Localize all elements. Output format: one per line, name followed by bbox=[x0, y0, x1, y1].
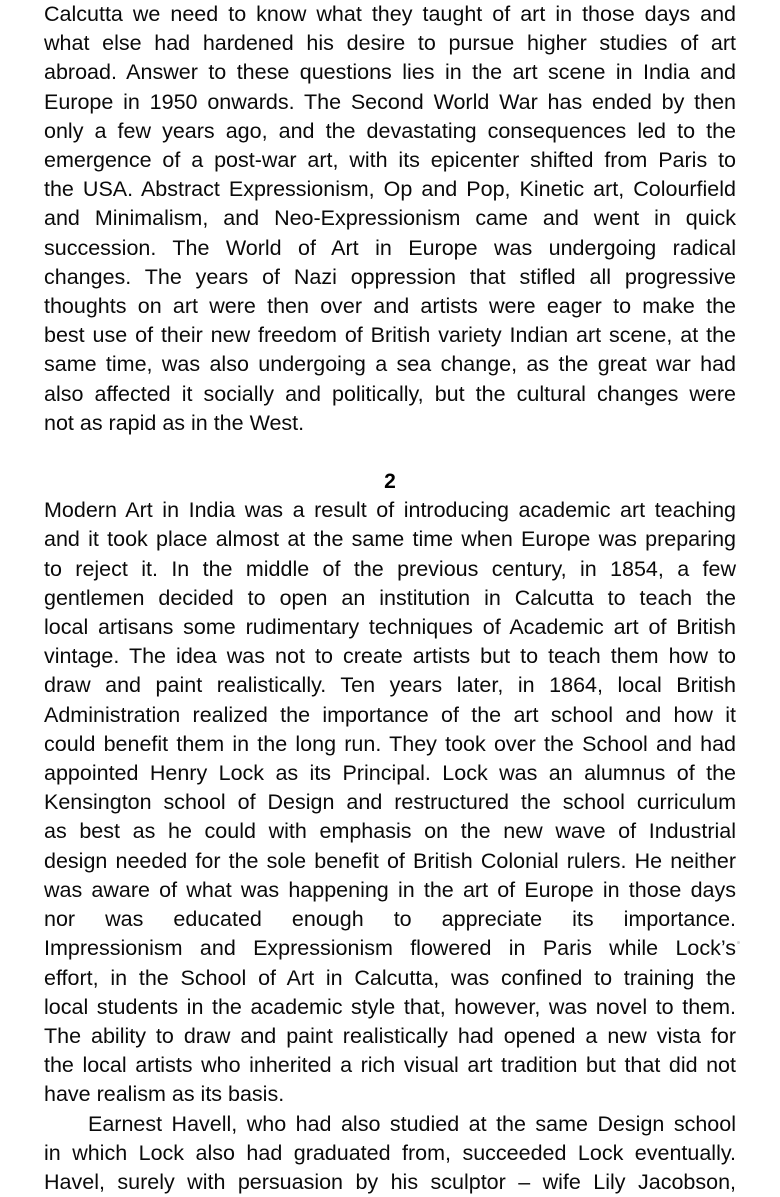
text-line: Kensington school of Design and restructured the school curriculum bbox=[44, 790, 736, 815]
text-line: local students in the academic style that, however, was novel to them. bbox=[44, 994, 736, 1019]
text-line: best use of their new freedom of British variety Indian art scene, at the bbox=[44, 323, 736, 348]
text-line: Earnest Havell, who had also studied at the same Design school bbox=[88, 1111, 736, 1136]
text-line: Administration realized the importance of the art school and how it bbox=[44, 702, 736, 727]
text-line: nor was educated enough to appreciate its importance. bbox=[44, 907, 736, 932]
text-line: design needed for the sole benefit of British Colonial rulers. He neither bbox=[44, 848, 736, 873]
text-line: was aware of what was happening in the art of Europe in those days bbox=[44, 877, 736, 902]
text-line: could benefit them in the long run. They took over the School and had bbox=[44, 731, 736, 756]
text-line: to reject it. In the middle of the previous century, in 1854, a few bbox=[44, 556, 736, 581]
text-line: Europe in 1950 onwards. The Second World War has ended by then bbox=[44, 89, 736, 114]
text-line: Modern Art in India was a result of introducing academic art teaching bbox=[44, 498, 736, 523]
spacer bbox=[44, 438, 736, 467]
text-line: abroad. Answer to these questions lies in the art scene in India and bbox=[44, 60, 736, 85]
text-line: Havel, surely with persuasion by his sculptor – wife Lily Jacobson, bbox=[44, 1169, 736, 1194]
text-line: what else had hardened his desire to pursue higher studies of art bbox=[44, 31, 736, 56]
text-line: appointed Henry Lock as its Principal. Lock was an alumnus of the bbox=[44, 761, 736, 786]
text-line: also affected it socially and politically, but the cultural changes were bbox=[44, 381, 736, 406]
text-line: and it took place almost at the same time when Europe was preparing bbox=[44, 527, 736, 552]
text-line: local artisans some rudimentary techniques of Academic art of British bbox=[44, 615, 736, 640]
text-line: Calcutta we need to know what they taught of art in those days and bbox=[44, 2, 736, 26]
text-line: the local artists who inherited a rich visual art tradition but that did not bbox=[44, 1053, 736, 1078]
text-column bbox=[44, 0, 736, 1197]
text-line: The ability to draw and paint realistically had opened a new vista for bbox=[44, 1023, 736, 1048]
text-line: as best as he could with emphasis on the new wave of Industrial bbox=[44, 819, 736, 844]
text-line: Impressionism and Expressionism flowered in Paris while Lock’s bbox=[44, 936, 736, 961]
paragraph-three bbox=[44, 1110, 736, 1197]
paragraph-one bbox=[44, 0, 736, 438]
text-line: emergence of a post-war art, with its epicenter shifted from Paris to bbox=[44, 148, 736, 173]
text-line: succession. The World of Art in Europe was undergoing radical bbox=[44, 235, 736, 260]
text-line: same time, was also undergoing a sea change, as the great war had bbox=[44, 352, 736, 377]
text-line: only a few years ago, and the devastating consequences led to the bbox=[44, 118, 736, 143]
text-line: changes. The years of Nazi oppression that stifled all progressive bbox=[44, 264, 736, 289]
text-line: in which Lock also had graduated from, succeeded Lock eventually. bbox=[44, 1140, 736, 1165]
text-line: draw and paint realistically. Ten years later, in 1864, local British bbox=[44, 673, 736, 698]
text-line: thoughts on art were then over and artists were eager to make the bbox=[44, 294, 736, 319]
text-line: effort, in the School of Art in Calcutta, was confined to training the bbox=[44, 965, 736, 990]
section-number-heading: 2 bbox=[384, 470, 396, 494]
text-line: and Minimalism, and Neo-Expressionism came and went in quick bbox=[44, 206, 736, 231]
text-line: gentlemen decided to open an institution in Calcutta to teach the bbox=[44, 585, 736, 610]
paragraph-two bbox=[44, 496, 736, 1109]
scan-artifact-speck bbox=[737, 941, 740, 944]
text-line: have realism as its basis. bbox=[44, 1082, 285, 1107]
text-line: not as rapid as in the West. bbox=[44, 410, 305, 435]
text-line: vintage. The idea was not to create artists but to teach them how to bbox=[44, 644, 736, 669]
text-line: the USA. Abstract Expressionism, Op and Pop, Kinetic art, Colourfield bbox=[44, 177, 736, 202]
